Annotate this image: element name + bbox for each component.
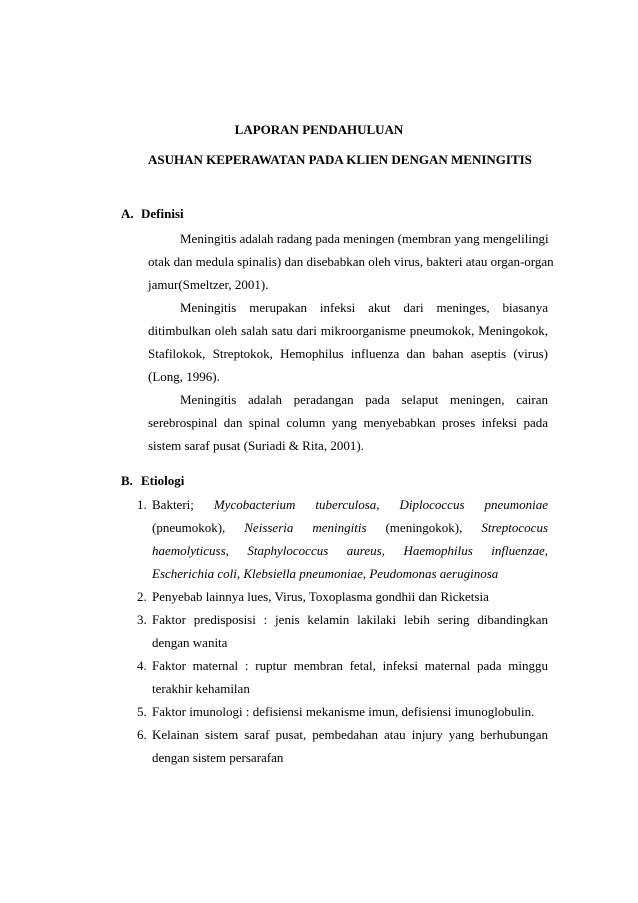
- section-title: Etiologi: [141, 473, 185, 488]
- list-item-line: dengan sistem persarafan: [152, 750, 284, 765]
- list-item-line: terakhir kehamilan: [152, 681, 250, 696]
- list-item-line: Bakteri; Mycobacterium tuberculosa, Diplococcus pneumoniae: [152, 497, 548, 512]
- list-item-line: Kelainan sistem saraf pusat, pembedahan atau injury yang berhubungan: [152, 727, 548, 742]
- list-item-line: Faktor maternal : ruptur membran fetal, infeksi maternal pada minggu: [152, 658, 548, 673]
- list-item-line: Penyebab lainnya lues, Virus, Toxoplasma gondhii dan Ricketsia: [152, 589, 489, 604]
- page-subtitle: ASUHAN KEPERAWATAN PADA KLIEN DENGAN MENINGITIS: [148, 152, 532, 167]
- paragraph-line: serebrospinal dan spinal column yang menyebabkan proses infeksi pada: [148, 415, 548, 430]
- list-item-line: Faktor imunologi : defisiensi mekanisme imun, defisiensi imunoglobulin.: [152, 704, 535, 719]
- paragraph-line: (Long, 1996).: [148, 369, 220, 384]
- paragraph-line: Meningitis merupakan infeksi akut dari meninges, biasanya: [180, 300, 548, 315]
- list-number: 2.: [137, 589, 147, 604]
- paragraph-line: Meningitis adalah peradangan pada selaput meningen, cairan: [180, 392, 548, 407]
- list-item-line: haemolyticuss, Staphylococcus aureus, Haemophilus influenzae,: [152, 543, 548, 558]
- list-number: 4.: [137, 658, 147, 673]
- section-heading-etiologi: [121, 473, 184, 489]
- list-number: 3.: [137, 612, 147, 627]
- list-item-line: Faktor predisposisi : jenis kelamin lakilaki lebih sering dibandingkan: [152, 612, 548, 627]
- paragraph-line: ditimbulkan oleh salah satu dari mikroorganisme pneumokok, Meningokok,: [148, 323, 548, 338]
- page-title: LAPORAN PENDAHULUAN: [234, 122, 404, 137]
- list-item-line: (pneumokok), Neisseria meningitis (meningokok), Streptococus: [152, 520, 549, 535]
- paragraph-line: otak dan medula spinalis) dan disebabkan oleh virus, bakteri atau organ-organ: [148, 254, 554, 269]
- list-number: 6.: [137, 727, 147, 742]
- section-letter: B.: [121, 473, 133, 488]
- section-title: Definisi: [141, 206, 184, 221]
- list-item-line: dengan wanita: [152, 635, 228, 650]
- paragraph-line: sistem saraf pusat (Suriadi & Rita, 2001).: [148, 438, 364, 453]
- list-item-line: Escherichia coli, Klebsiella pneumoniae, Peudomonas aeruginosa: [152, 566, 499, 581]
- list-number: 1.: [137, 497, 147, 512]
- paragraph-line: Stafilokok, Streptokok, Hemophilus influenza dan bahan aseptis (virus): [148, 346, 548, 361]
- list-number: 5.: [137, 704, 147, 719]
- paragraph-line: Meningitis adalah radang pada meningen (membran yang mengelilingi: [180, 231, 549, 246]
- section-letter: A.: [121, 206, 134, 221]
- paragraph-line: jamur(Smeltzer, 2001).: [148, 277, 269, 292]
- section-heading-definisi: [121, 206, 184, 222]
